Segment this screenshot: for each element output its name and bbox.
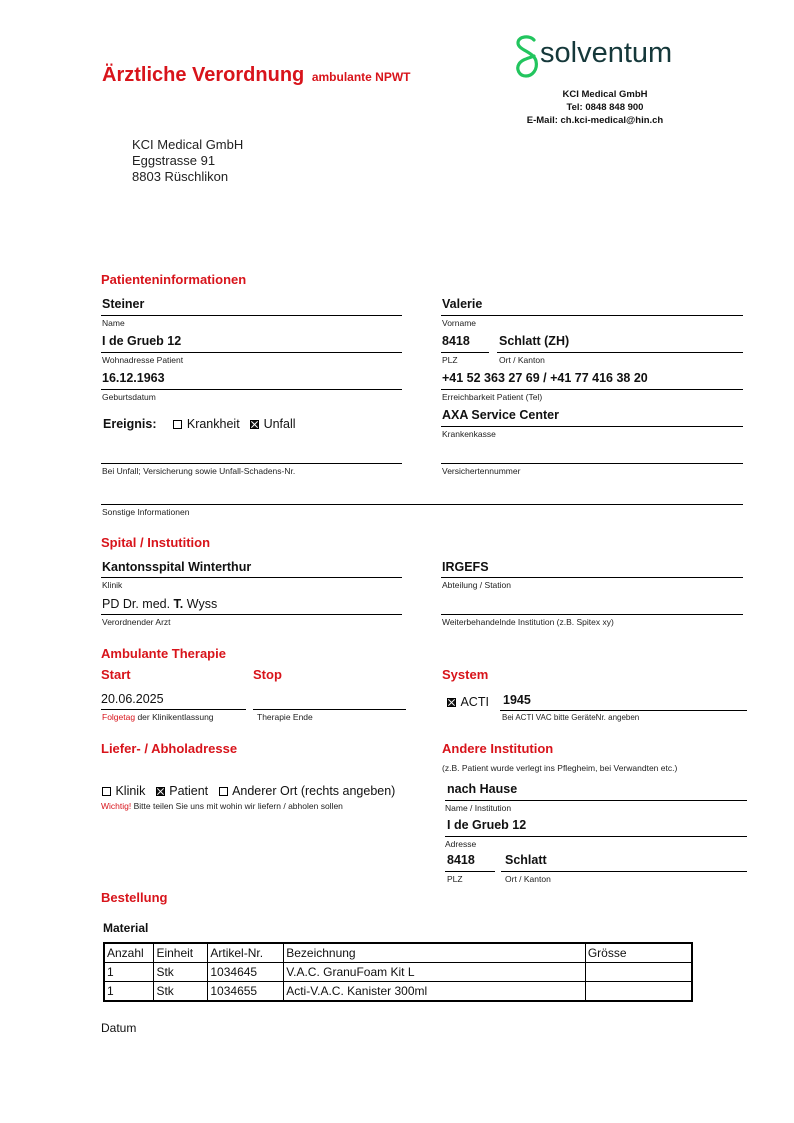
delivery-klinik-label: Klinik (115, 784, 146, 798)
patient-address-value[interactable]: I de Grueb 12 (102, 334, 182, 348)
patient-city-value[interactable]: Schlatt (ZH) (499, 334, 570, 348)
column-header: Einheit (154, 943, 208, 963)
sender-street: Eggstrasse 91 (132, 153, 216, 168)
cell-unit[interactable]: Stk (154, 982, 208, 1002)
document-title (102, 64, 410, 87)
divider (101, 389, 402, 390)
divider (101, 709, 246, 710)
other-institution-address-value[interactable]: I de Grueb 12 (447, 818, 527, 832)
section-therapy-heading: Ambulante Therapie (101, 646, 226, 661)
doctor-label: Verordnender Arzt (102, 617, 171, 627)
delivery-options (102, 782, 395, 800)
column-header: Grösse (585, 943, 692, 963)
insurer-value[interactable]: AXA Service Center (442, 408, 559, 422)
delivery-other-label: Anderer Ort (rechts angeben) (232, 784, 396, 798)
therapy-stop-sub: Therapie Ende (257, 712, 313, 722)
section-order-heading: Bestellung (101, 890, 168, 905)
device-number-value[interactable]: 1945 (503, 693, 531, 707)
insured-number-field[interactable] (441, 463, 743, 464)
patient-city-label: Ort / Kanton (499, 355, 545, 365)
event-unfall-label: Unfall (263, 417, 296, 431)
contact-email: E-Mail: ch.kci-medical@hin.ch (526, 115, 664, 126)
delivery-patient-checkbox[interactable] (156, 787, 165, 796)
solventum-logo-text: solventum (540, 37, 673, 69)
cell-size[interactable] (585, 982, 692, 1002)
section-other-institution-heading: Andere Institution (442, 741, 554, 756)
department-value[interactable]: IRGEFS (442, 560, 489, 574)
delivery-klinik-checkbox[interactable] (102, 787, 111, 796)
patient-address-label: Wohnadresse Patient (102, 355, 184, 365)
system-acti-label: ACTI (460, 695, 489, 709)
section-delivery-heading: Liefer- / Abholadresse (101, 741, 238, 756)
contact-phone: Tel: 0848 848 900 (566, 102, 644, 113)
doctor-value[interactable] (102, 597, 217, 611)
cell-description[interactable]: V.A.C. GranuFoam Kit L (284, 963, 586, 982)
column-header: Bezeichnung (284, 943, 586, 963)
cell-article-number[interactable]: 1034645 (208, 963, 284, 982)
divider (441, 315, 743, 316)
patient-plz-label: PLZ (442, 355, 458, 365)
section-hospital-heading: Spital / Instutition (101, 535, 211, 550)
other-institution-plz-value[interactable]: 8418 (447, 853, 475, 867)
divider (501, 871, 747, 872)
system-acti-option (447, 693, 489, 711)
other-institution-city-label: Ort / Kanton (505, 874, 551, 884)
divider (101, 614, 402, 615)
patient-birthdate-value[interactable]: 16.12.1963 (102, 371, 165, 385)
system-acti-checkbox[interactable] (447, 698, 456, 707)
table-row (104, 982, 692, 1002)
other-institution-hint: (z.B. Patient wurde verlegt ins Pflegheim, bei Verwandten etc.) (442, 763, 678, 773)
insured-number-label: Versichertennummer (442, 466, 521, 476)
other-institution-city-value[interactable]: Schlatt (505, 853, 547, 867)
insurer-label: Krankenkasse (442, 429, 496, 439)
cell-quantity[interactable]: 1 (104, 963, 154, 982)
divider (445, 871, 495, 872)
divider (441, 577, 743, 578)
delivery-note-text: Bitte teilen Sie uns mit wohin wir liefern / abholen sollen (131, 801, 343, 811)
divider (500, 710, 747, 711)
patient-firstname-label: Vorname (442, 318, 477, 328)
follow-up-label: Weiterbehandelnde Institution (z.B. Spitex xy) (442, 617, 614, 627)
event-group (103, 415, 296, 433)
therapy-stop-field[interactable] (253, 709, 406, 710)
other-institution-plz-label: PLZ (447, 874, 463, 884)
patient-name-value[interactable]: Steiner (102, 297, 145, 311)
other-info-field[interactable] (101, 504, 743, 505)
date-label: Datum (101, 1021, 137, 1035)
event-krankheit-label: Krankheit (186, 417, 240, 431)
material-table (103, 942, 693, 1002)
material-label: Material (103, 921, 149, 935)
table-row (104, 963, 692, 982)
divider (441, 389, 743, 390)
cell-quantity[interactable]: 1 (104, 982, 154, 1002)
section-system-heading: System (442, 667, 489, 682)
doctor-suffix: Wyss (183, 597, 218, 611)
contact-company: KCI Medical GmbH (562, 89, 648, 100)
company-contact (526, 88, 670, 127)
delivery-patient-label: Patient (169, 784, 209, 798)
other-institution-address-label: Adresse (445, 839, 477, 849)
patient-birthdate-label: Geburtsdatum (102, 392, 156, 402)
sender-city: 8803 Rüschlikon (132, 169, 229, 184)
cell-description[interactable]: Acti-V.A.C. Kanister 300ml (284, 982, 586, 1002)
other-institution-name-label: Name / Institution (445, 803, 512, 813)
event-unfall-checkbox[interactable] (250, 420, 259, 429)
divider (445, 800, 747, 801)
column-header: Artikel-Nr. (208, 943, 284, 963)
doctor-initial: T. (173, 597, 184, 611)
department-label: Abteilung / Station (442, 580, 511, 590)
clinic-value[interactable]: Kantonsspital Winterthur (102, 560, 252, 574)
cell-unit[interactable]: Stk (154, 963, 208, 982)
event-krankheit-checkbox[interactable] (173, 420, 182, 429)
divider (441, 352, 489, 353)
delivery-other-checkbox[interactable] (219, 787, 228, 796)
patient-plz-value[interactable]: 8418 (442, 334, 470, 348)
patient-phone-value[interactable]: +41 52 363 27 69 / +41 77 416 38 20 (442, 371, 648, 385)
therapy-start-value[interactable]: 20.06.2025 (101, 692, 164, 706)
column-header: Anzahl (104, 943, 154, 963)
therapy-start-heading: Start (101, 667, 131, 682)
cell-article-number[interactable]: 1034655 (208, 982, 284, 1002)
accident-insurance-field[interactable] (101, 463, 402, 464)
cell-size[interactable] (585, 963, 692, 982)
section-patient-heading: Patienteninformationen (101, 272, 247, 287)
therapy-start-sub (102, 712, 214, 722)
patient-phone-label: Erreichbarkeit Patient (Tel) (442, 392, 543, 402)
accident-insurance-label: Bei Unfall; Versicherung sowie Unfall-Schadens-Nr. (102, 466, 296, 476)
title-subtitle: ambulante NPWT (311, 70, 411, 84)
sender-address (132, 137, 243, 185)
sender-company: KCI Medical GmbH (132, 137, 244, 152)
divider (101, 352, 402, 353)
divider (101, 315, 402, 316)
divider (445, 836, 747, 837)
patient-name-label: Name (102, 318, 125, 328)
divider (497, 352, 743, 353)
other-info-label: Sonstige Informationen (102, 507, 190, 517)
divider (101, 577, 402, 578)
clinic-label: Klinik (102, 580, 123, 590)
table-header-row (104, 943, 692, 963)
therapy-start-sub-text: der Klinikentlassung (135, 712, 214, 722)
delivery-note-important: Wichtig! (101, 801, 132, 811)
device-hint: Bei ACTI VAC bitte GeräteNr. angeben (502, 713, 640, 722)
other-institution-name-value[interactable]: nach Hause (447, 782, 518, 796)
doctor-prefix: PD Dr. med. (102, 597, 174, 611)
therapy-start-sub-red: Folgetag (102, 712, 136, 722)
therapy-stop-heading: Stop (253, 667, 282, 682)
patient-firstname-value[interactable]: Valerie (442, 297, 483, 311)
event-label: Ereignis: (103, 417, 157, 431)
delivery-note (101, 801, 343, 811)
divider (441, 426, 743, 427)
title-main: Ärztliche Verordnung (102, 64, 305, 86)
follow-up-field[interactable] (441, 614, 743, 615)
